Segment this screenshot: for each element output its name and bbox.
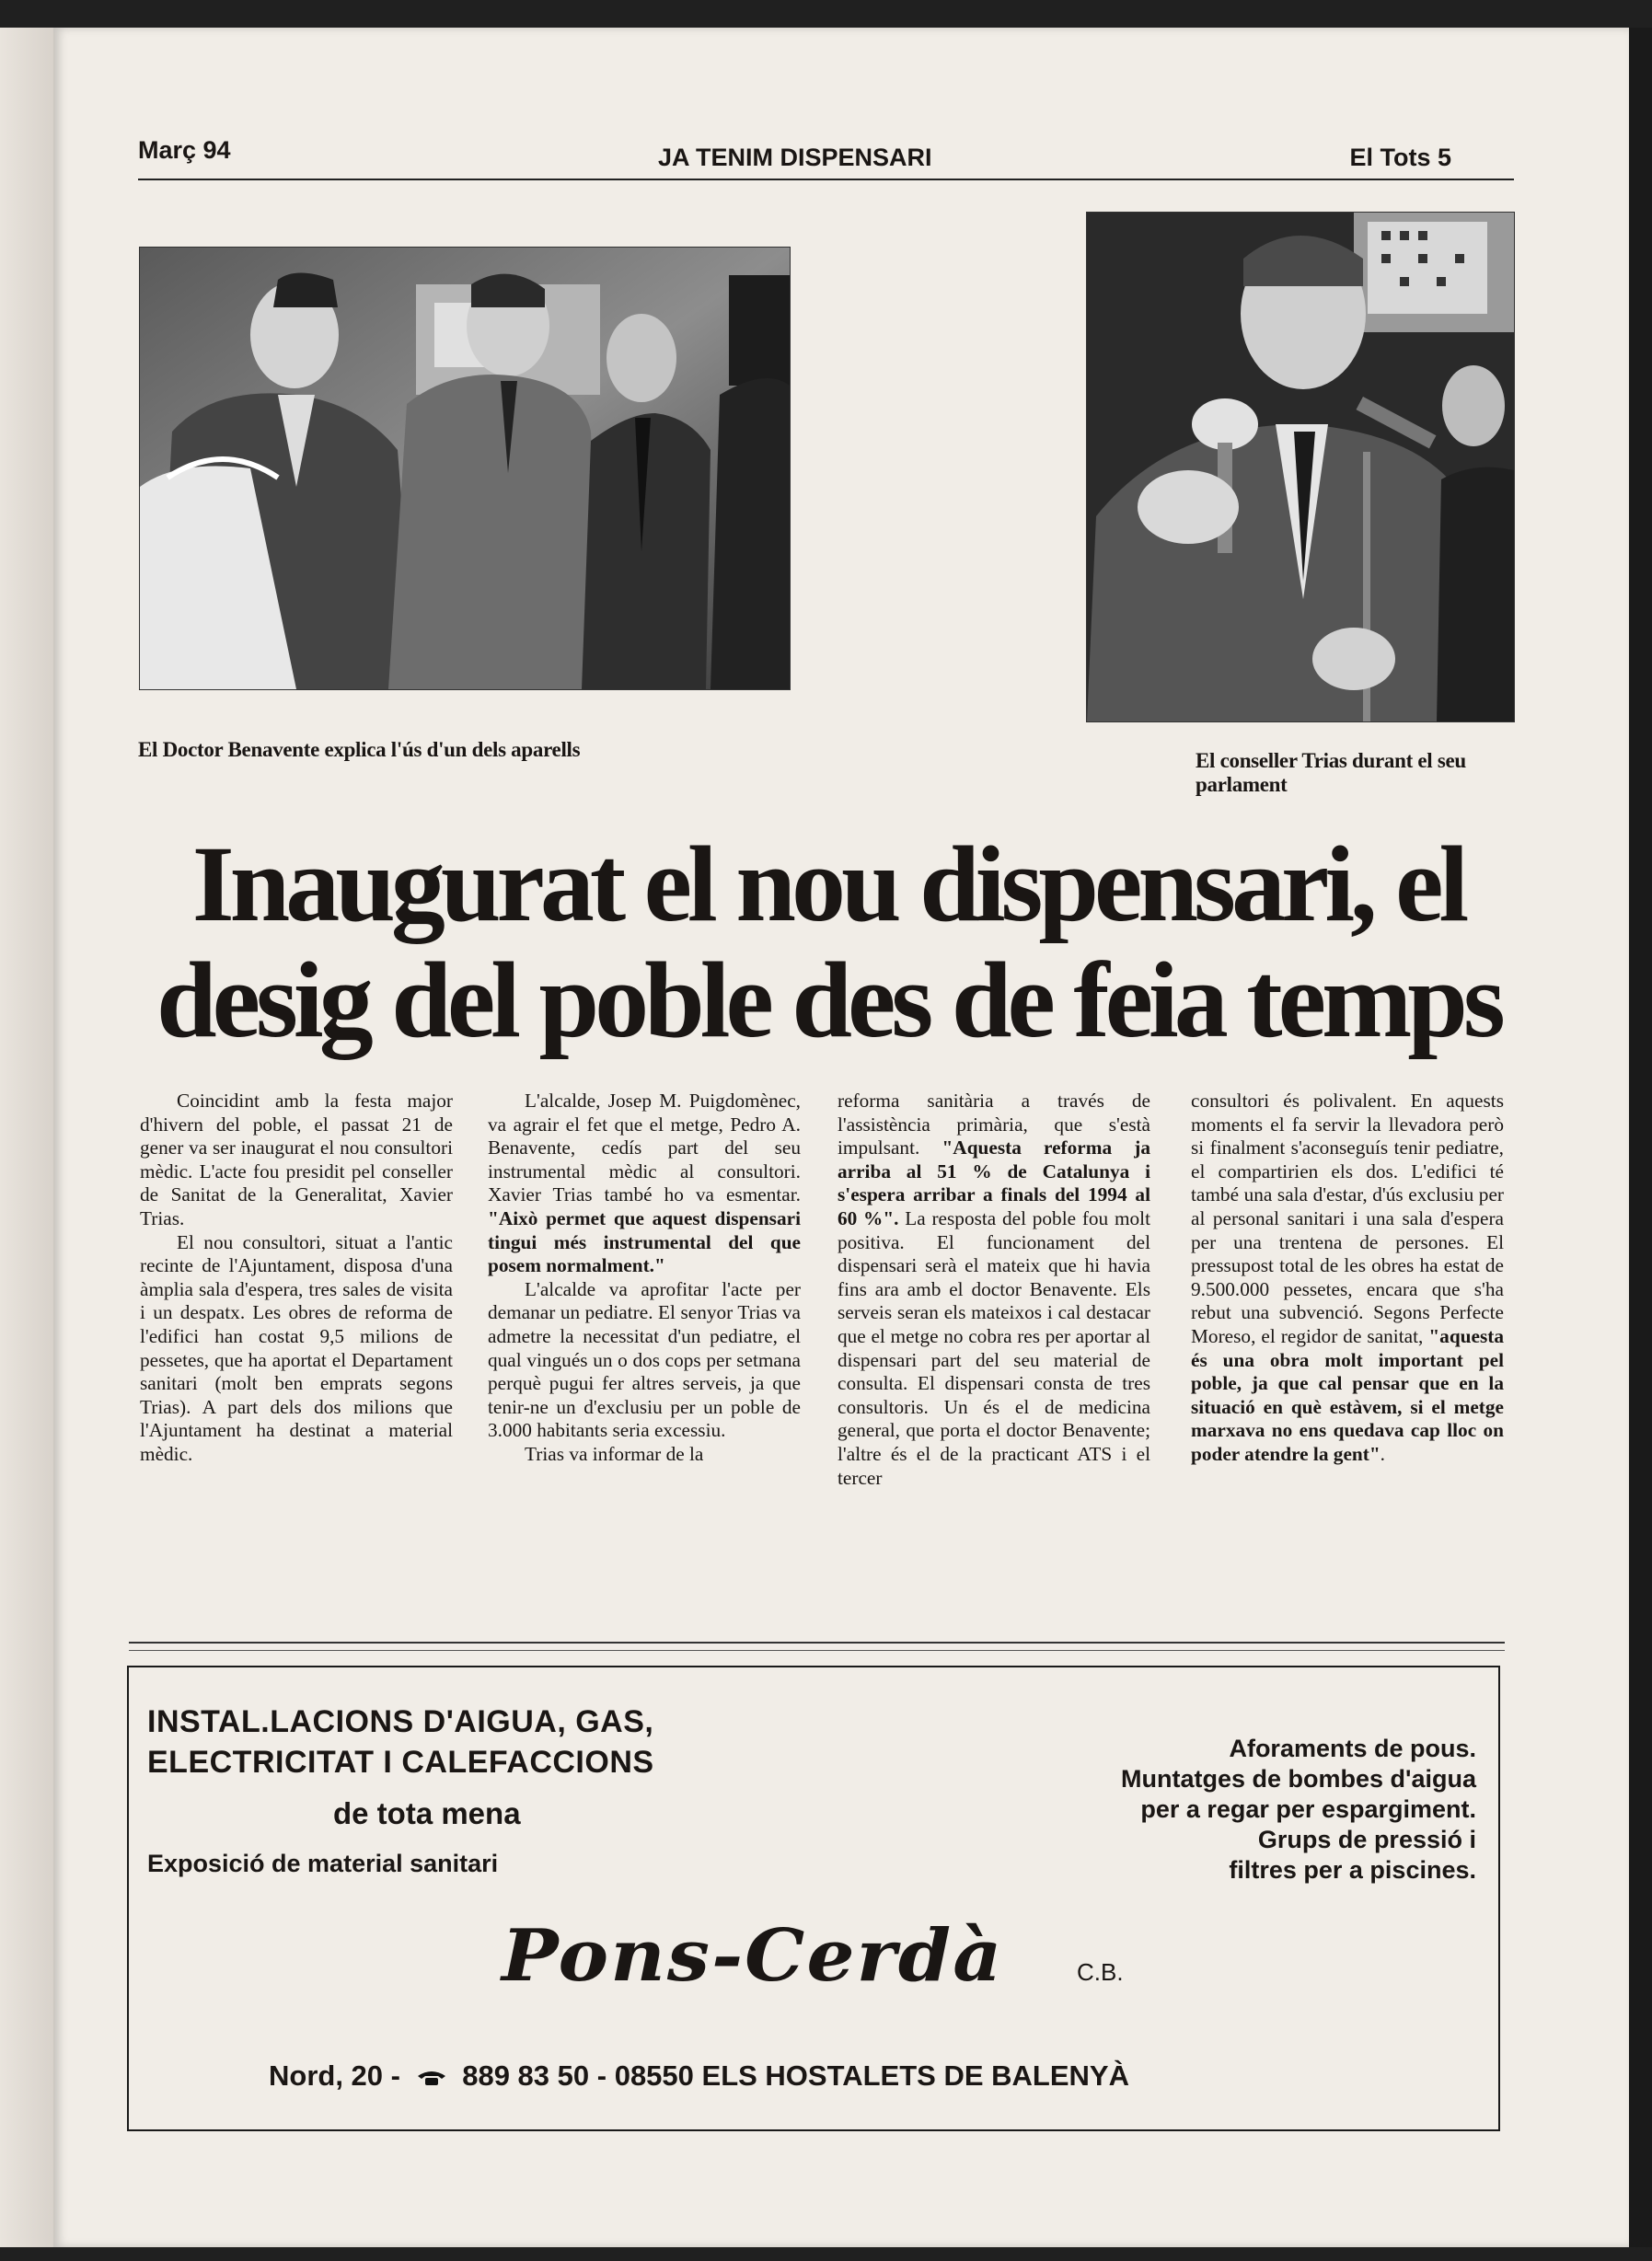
col4-text-2: . [1380,1442,1385,1465]
ad-service-4: Grups de pressió i [1257,1826,1476,1853]
ad-service-5: filtres per a piscines. [1229,1856,1476,1884]
page-gutter [0,28,53,2247]
ad-company-logo: Pons-Cerdà [502,1914,1004,1998]
article-column-1 [140,1090,453,1467]
ad-service-2: Muntatges de bombes d'aigua [1121,1765,1476,1793]
col2-paragraph-2: L'alcalde va aprofitar l'acte per demanar un pediatre. El senyor Trias va admetre la necessitat d'un pediatre, el qual vingués un o dos cops per setmana perquè pugui fer altres serveis, ja que tenir-ne un d'exclusiu per un poble de 3.000 habitants seria excessiu. [488,1277,801,1442]
article-column-3 [838,1090,1150,1490]
col1-paragraph-1: Coincidint amb la festa major d'hivern del poble, el passat 21 de gener va ser inaugurat el nou consultori mèdic. L'acte fou presidit pel conseller de Sanitat de la Generalitat, Xavier Trias. [140,1090,453,1229]
headline-line-1: Inaugurat el nou dispensari, el [191,824,1465,944]
col3-quote: "Aquesta reforma ja arriba al 51 % de Catalunya i s'espera arribar a finals del 1994 al 60 %". [838,1136,1150,1229]
col2-paragraph-3: Trias va informar de la [525,1442,704,1465]
col3-text-1: reforma sanitària a través de l'assistència primària, que s'està impulsant. [838,1090,1150,1159]
caption-photo-right: El conseller Trias durant el seu parlament [1196,749,1466,796]
advertisement-pons-cerda [127,1666,1500,2131]
header-section-title: JA TENIM DISPENSARI [658,144,932,171]
ad-company-suffix: C.B. [1077,1958,1124,1986]
ad-address-street: Nord, 20 - [269,2059,400,2092]
col4-quote: "aquesta és una obra molt important pel poble, ja que cal pensar que en la situació en què estàvem, si el metge marxava no ens quedava cap lloc on poder atendre la gent" [1191,1324,1504,1465]
col3-text-2: La resposta del poble fou molt positiva. El funcionament del dispensari serà el mateix que hi havia fins ara amb el doctor Benavente. Els serveis seran els mateixos i cal destacar que el metge no cobra res per aportar al dispensari part del seu material de consulta. El dispensari consta de tres consultoris. Un és el de medicina general, que porta el doctor Benavente; l'altre és el de la practicant ATS i el tercer [838,1206,1150,1489]
ad-service-3: per a regar per espargiment. [1140,1795,1476,1823]
ad-services-list [1121,1734,1476,1886]
col3-paragraph-1 [838,1090,1150,1490]
col2-paragraph-1 [488,1090,801,1278]
col2-quote: "Això permet que aquest dispensari tingui més instrumental del que posem normalment." [488,1206,801,1277]
col2-text-1: L'alcalde, Josep M. Puigdomènec, va agrair el fet que el metge, Pedro A. Benavente, cedís part del seu instrumental mèdic al consultori. Xavier Trias també ho va esmentar. [488,1090,801,1206]
ad-service-1: Aforaments de pous. [1229,1735,1476,1762]
headline-line-2: desig del poble des de feia temps [156,940,1501,1060]
running-header [138,136,1514,180]
col4-paragraph-1 [1191,1090,1504,1467]
header-page-number: El Tots 5 [1349,144,1451,171]
header-issue-date: Març 94 [138,136,231,164]
scan-top-edge [0,0,1652,28]
ad-line-1: INSTAL.LACIONS D'AIGUA, GAS, [147,1704,654,1739]
ad-address [269,2059,1129,2093]
photo-doctor-explaining [139,247,791,690]
ad-phone-number: 889 83 50 [462,2059,590,2092]
ad-line-3: de tota mena [333,1796,521,1830]
ad-line-4: Exposició de material sanitari [147,1850,499,1877]
article-column-2 [488,1090,801,1467]
col1-paragraph-2: El nou consultori, situat a l'antic recinte de l'Ajuntament, disposa d'una àmplia sala d'espera, tres sales de visita i un despatx. Les obres de reforma de l'edifici han costat 9,5 milions de pessetes, que ha aportat el Departament sanitari (molt ben emprats segons Trias). A part dels dos milions que l'Ajuntament ha destinat a material mèdic. [140,1230,453,1465]
section-divider-thin [129,1650,1505,1651]
ad-address-town: - 08550 ELS HOSTALETS DE BALENYÀ [596,2059,1129,2092]
col4-text-1: consultori és polivalent. En aquests moments el fa servir la llevadora però si finalment s'aconseguís tenir pediatre, el compartirien els dos. L'edifici té també una sala d'estar, d'ús exclusiu per al personal sanitari i una sala d'espera per una trentena de persones. El pressupost total de les obres ha estat de 9.500.000 pessetes, encara que s'ha rebut una subvenció. Segons Perfecte Moreso, el regidor de sanitat, [1191,1090,1504,1347]
caption-photo-left: El Doctor Benavente explica l'ús d'un dels aparells [138,738,581,761]
article-headline [156,826,1500,1058]
telephone-icon [416,2069,447,2087]
ad-line-2: ELECTRICITAT I CALEFACCIONS [147,1745,654,1780]
article-column-4 [1191,1090,1504,1467]
section-divider [129,1642,1505,1644]
photo-conseller-speech [1086,212,1515,722]
scan-bottom-edge [0,2247,1652,2261]
